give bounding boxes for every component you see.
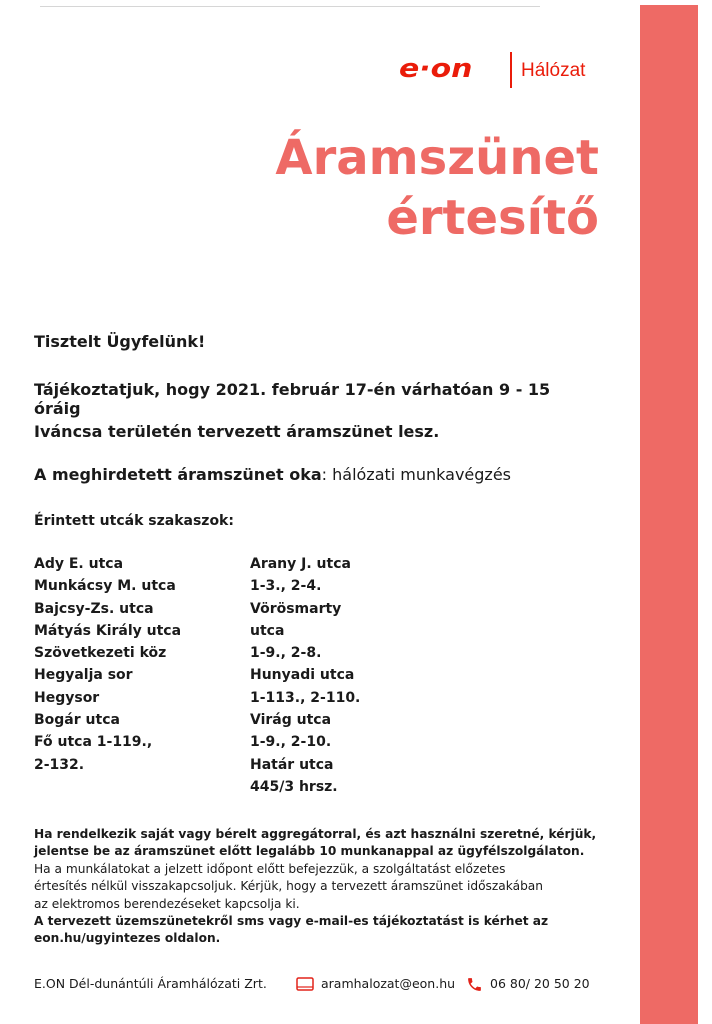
- street-item: Bogár utca: [34, 712, 120, 729]
- street-item: Szövetkezeti köz: [34, 645, 167, 662]
- outage-date-info: Tájékoztatjuk, hogy 2021. február 17-én várhatóan 9 - 15 óráig: [34, 380, 551, 418]
- notice-line: eon.hu/ugyintezes oldalon.: [34, 931, 221, 946]
- eon-logo-wordmark: e·on: [399, 54, 473, 84]
- title-line-1: Áramszünet: [275, 130, 599, 186]
- street-item: 1-9., 2-8.: [250, 645, 322, 662]
- document-title: [275, 128, 599, 248]
- streets-right-column: [250, 553, 360, 798]
- street-item: Hunyadi utca: [250, 667, 355, 684]
- street-item: Határ utca: [250, 756, 334, 773]
- notice-line: értesítés nélkül visszakapcsoljuk. Kérjük, hogy a tervezett áramszünet időszakában: [34, 879, 543, 894]
- street-item: 2-132.: [34, 756, 85, 773]
- footer-phone-number[interactable]: 06 80/ 20 50 20: [490, 976, 590, 991]
- street-item: Bajcsy-Zs. utca: [34, 600, 154, 617]
- outage-reason: [34, 465, 594, 484]
- street-item: Hegyalja sor: [34, 667, 133, 684]
- footer-email-link[interactable]: aramhalozat@eon.hu: [321, 976, 456, 991]
- phone-icon: [466, 976, 483, 993]
- street-item: Arany J. utca: [250, 556, 351, 572]
- outage-place-info: Iváncsa területén tervezett áramszünet lesz.: [34, 422, 440, 441]
- notice-line: az elektromos berendezéseket kapcsolja ki.: [34, 896, 300, 911]
- street-item: 1-113., 2-110.: [250, 689, 361, 706]
- footer: [34, 976, 614, 996]
- footer-company: E.ON Dél-dunántúli Áramhálózati Zrt.: [34, 976, 267, 991]
- affected-streets-title: Érintett utcák szakaszok:: [34, 513, 234, 529]
- eon-logo: [399, 48, 609, 92]
- greeting: Tisztelt Ügyfelünk!: [34, 332, 206, 351]
- outage-reason-label: A meghirdetett áramszünet oka: [34, 465, 322, 484]
- street-item: Fő utca 1-119.,: [34, 734, 153, 751]
- notice-line: Ha a munkálatokat a jelzett időpont előtt befejezzük, a szolgáltatást előzetes: [34, 861, 506, 876]
- street-item: 1-3., 2-4.: [250, 578, 322, 595]
- side-color-bar: [640, 5, 698, 1024]
- streets-left-column: [34, 553, 181, 776]
- outage-reason-value: : hálózati munkavégzés: [321, 465, 512, 484]
- street-item: 445/3 hrsz.: [250, 778, 338, 795]
- street-item: Mátyás Király utca: [34, 622, 182, 639]
- street-item: 1-9., 2-10.: [250, 734, 332, 751]
- street-item: Munkácsy M. utca: [34, 578, 176, 595]
- notice-paragraph: [34, 826, 604, 948]
- notice-line: jelentse be az áramszünet előtt legalább 10 munkanappal az ügyfélszolgálaton.: [34, 844, 585, 859]
- notice-line: Ha rendelkezik saját vagy bérelt aggregátorral, és azt használni szeretné, kérjük,: [34, 827, 597, 841]
- street-item: Hegysor: [34, 689, 100, 706]
- street-item: Virág utca: [250, 712, 332, 729]
- top-rule: [40, 6, 540, 7]
- street-item: Ady E. utca: [34, 556, 124, 572]
- title-line-2: értesítő: [386, 190, 599, 246]
- logo-division: Hálózat: [521, 60, 586, 81]
- street-item: Vörösmarty: [250, 600, 342, 617]
- street-item: utca: [250, 622, 285, 639]
- notice-line: A tervezett üzemszünetekről sms vagy e-mail-es tájékoztatást is kérhet az: [34, 914, 549, 929]
- logo-separator: [510, 52, 512, 88]
- mail-icon: [296, 977, 314, 991]
